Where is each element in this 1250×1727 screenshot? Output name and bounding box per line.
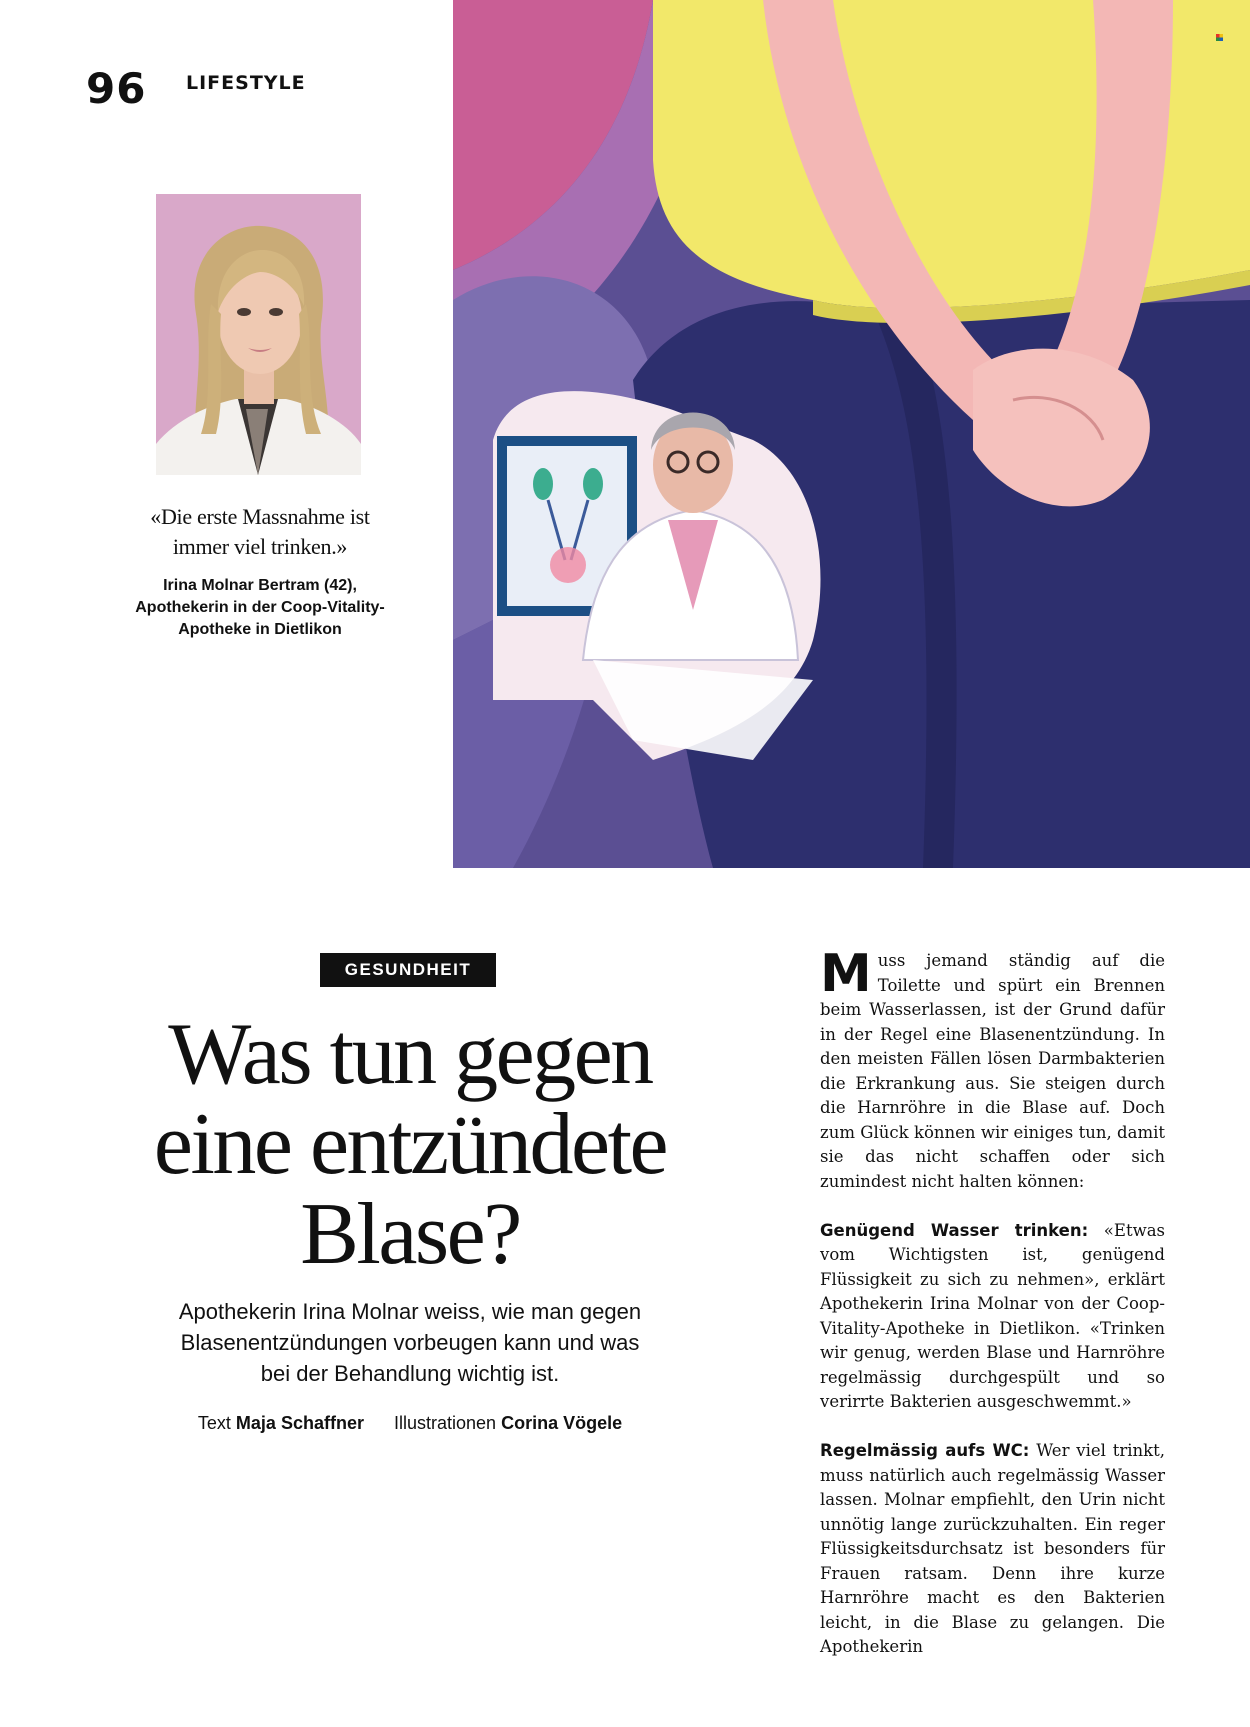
photo-caption bbox=[110, 575, 410, 641]
article-illustration bbox=[453, 0, 1250, 868]
drop-cap: M bbox=[820, 944, 872, 1004]
credit-text-label: Text bbox=[197, 1413, 231, 1433]
intro-text: uss jemand ständig auf die Toilette und spürt ein Brennen beim Wasserlassen, ist der Grund dafür in der Regel eine Blasenentzündung. In den meisten Fällen lösen Darmbakterien die Erkrankung aus. Sie steigen durch die Harnröhre in die Blase auf. Doch zum Glück können wir einiges tun, damit sie das nicht schaffen oder sich zumindest nicht halten können: bbox=[820, 951, 1165, 1191]
credits-line bbox=[120, 1411, 700, 1435]
caption-place: Apotheke in Dietlikon bbox=[178, 621, 342, 638]
headline-line: Was tun gegen bbox=[168, 1006, 652, 1103]
body-paragraph-intro bbox=[820, 944, 1165, 1194]
paragraph-text: Wer viel trinkt, muss natürlich auch regelmässig Wasser lassen. Molnar empfiehlt, den Urin nicht unnötig lange zurückzuhalten. Ein reger Flüssigkeitsdurchsatz ist besonders für Frauen ratsam. Denn ihre kurze Harnröhre macht es den Bakterien leicht, in die Blase zu gelangen. Die Apothekerin bbox=[820, 1441, 1165, 1656]
body-paragraph bbox=[820, 1219, 1165, 1415]
headline-line: Blase? bbox=[300, 1186, 520, 1283]
section-label: LIFESTYLE bbox=[186, 72, 306, 94]
page-number: 96 bbox=[86, 64, 147, 113]
paragraph-text: «Etwas vom Wichtigsten ist, genügend Flüssigkeit zu sich zu nehmen», erklärt Apothekerin Irina Molnar von der Coop-Vitality-Apotheke in Dietlikon. «Trinken wir genug, werden Blase und Harnröhre regelmässig durchgespült und so verirrte Bakterien ausgeschwemmt.» bbox=[820, 1220, 1166, 1411]
credit-illustration-author: Corina Vögele bbox=[501, 1413, 623, 1433]
article-body bbox=[820, 944, 1166, 1684]
headline bbox=[60, 1006, 760, 1283]
color-registration-mark bbox=[1216, 34, 1223, 41]
topic-kicker: GESUNDHEIT bbox=[320, 953, 496, 987]
lead-paragraph: Apothekerin Irina Molnar weiss, wie man gegen Blasenentzündungen vorbeugen kann und was bei der Behandlung wichtig ist. bbox=[178, 1299, 642, 1386]
credit-text-author: Maja Schaffner bbox=[235, 1413, 364, 1433]
paragraph-label: Regelmässig aufs WC: bbox=[820, 1441, 1030, 1460]
caption-role: Apothekerin in der Coop-Vitality- bbox=[135, 599, 385, 616]
pull-quote: «Die erste Massnahme ist immer viel trinken.» bbox=[150, 504, 370, 559]
caption-name: Irina Molnar Bertram (42), bbox=[163, 577, 357, 594]
paragraph-label: Genügend Wasser trinken: bbox=[820, 1220, 1089, 1240]
credit-illustration-label: Illustrationen bbox=[394, 1413, 497, 1433]
portrait-photo bbox=[156, 194, 361, 475]
headline-line: eine entzündete bbox=[153, 1096, 667, 1193]
body-paragraph bbox=[820, 1439, 1165, 1660]
